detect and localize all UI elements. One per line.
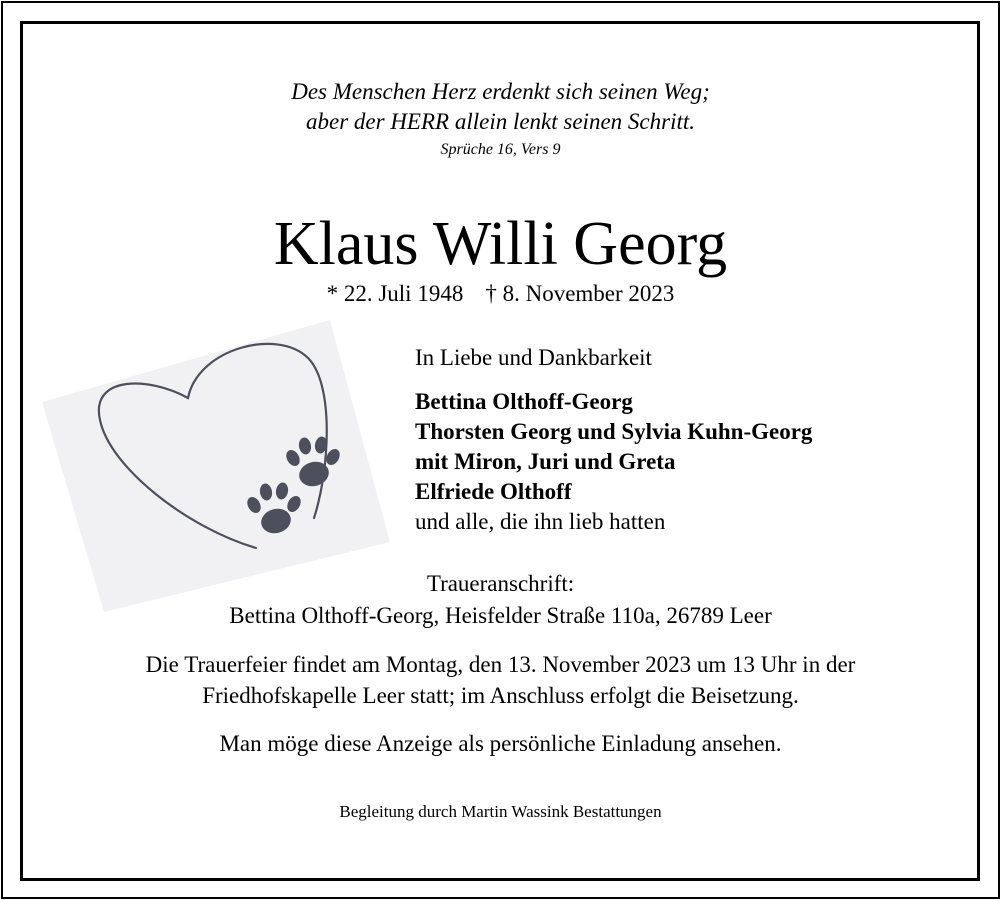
life-dates — [0, 279, 1001, 309]
verse-line-1: Des Menschen Herz erdenkt sich seinen Weg; — [291, 79, 710, 104]
address-label: Traueranschrift: — [426, 571, 575, 596]
ceremony-line-1: Die Trauerfeier findet am Montag, den 13. November 2023 um 13 Uhr in der — [145, 652, 856, 677]
verse-reference: Sprüche 16, Vers 9 — [440, 141, 561, 158]
deceased-name: Klaus Willi Georg — [273, 210, 728, 278]
mourner-name: Elfriede Olthoff — [415, 479, 572, 504]
birth-date: * 22. Juli 1948 — [326, 281, 464, 306]
mourner-name: Bettina Olthoff-Georg — [415, 389, 633, 414]
heart-with-paw-prints-icon — [38, 318, 392, 612]
funeral-home-credit: Begleitung durch Martin Wassink Bestattungen — [339, 802, 662, 821]
invitation-note: Man möge diese Anzeige als persönliche Einladung ansehen. — [219, 731, 782, 756]
mourners-intro: In Liebe und Dankbarkeit — [415, 345, 652, 370]
mourners-closing: und alle, die ihn lieb hatten — [415, 509, 666, 534]
verse-line-2: aber der HERR allein lenkt seinen Schritt. — [306, 109, 695, 134]
death-date: † 8. November 2023 — [485, 281, 675, 306]
mourners-block — [415, 343, 812, 537]
ceremony-line-2: Friedhofskapelle Leer statt; im Anschluss erfolgt die Beisetzung. — [202, 683, 799, 708]
mourning-address: Bettina Olthoff-Georg, Heisfelder Straße 110a, 26789 Leer — [229, 603, 772, 628]
mourner-name: mit Miron, Juri und Greta — [415, 449, 676, 474]
ceremony-notice — [0, 649, 1001, 711]
mourner-name: Thorsten Georg und Sylvia Kuhn-Georg — [415, 419, 813, 444]
